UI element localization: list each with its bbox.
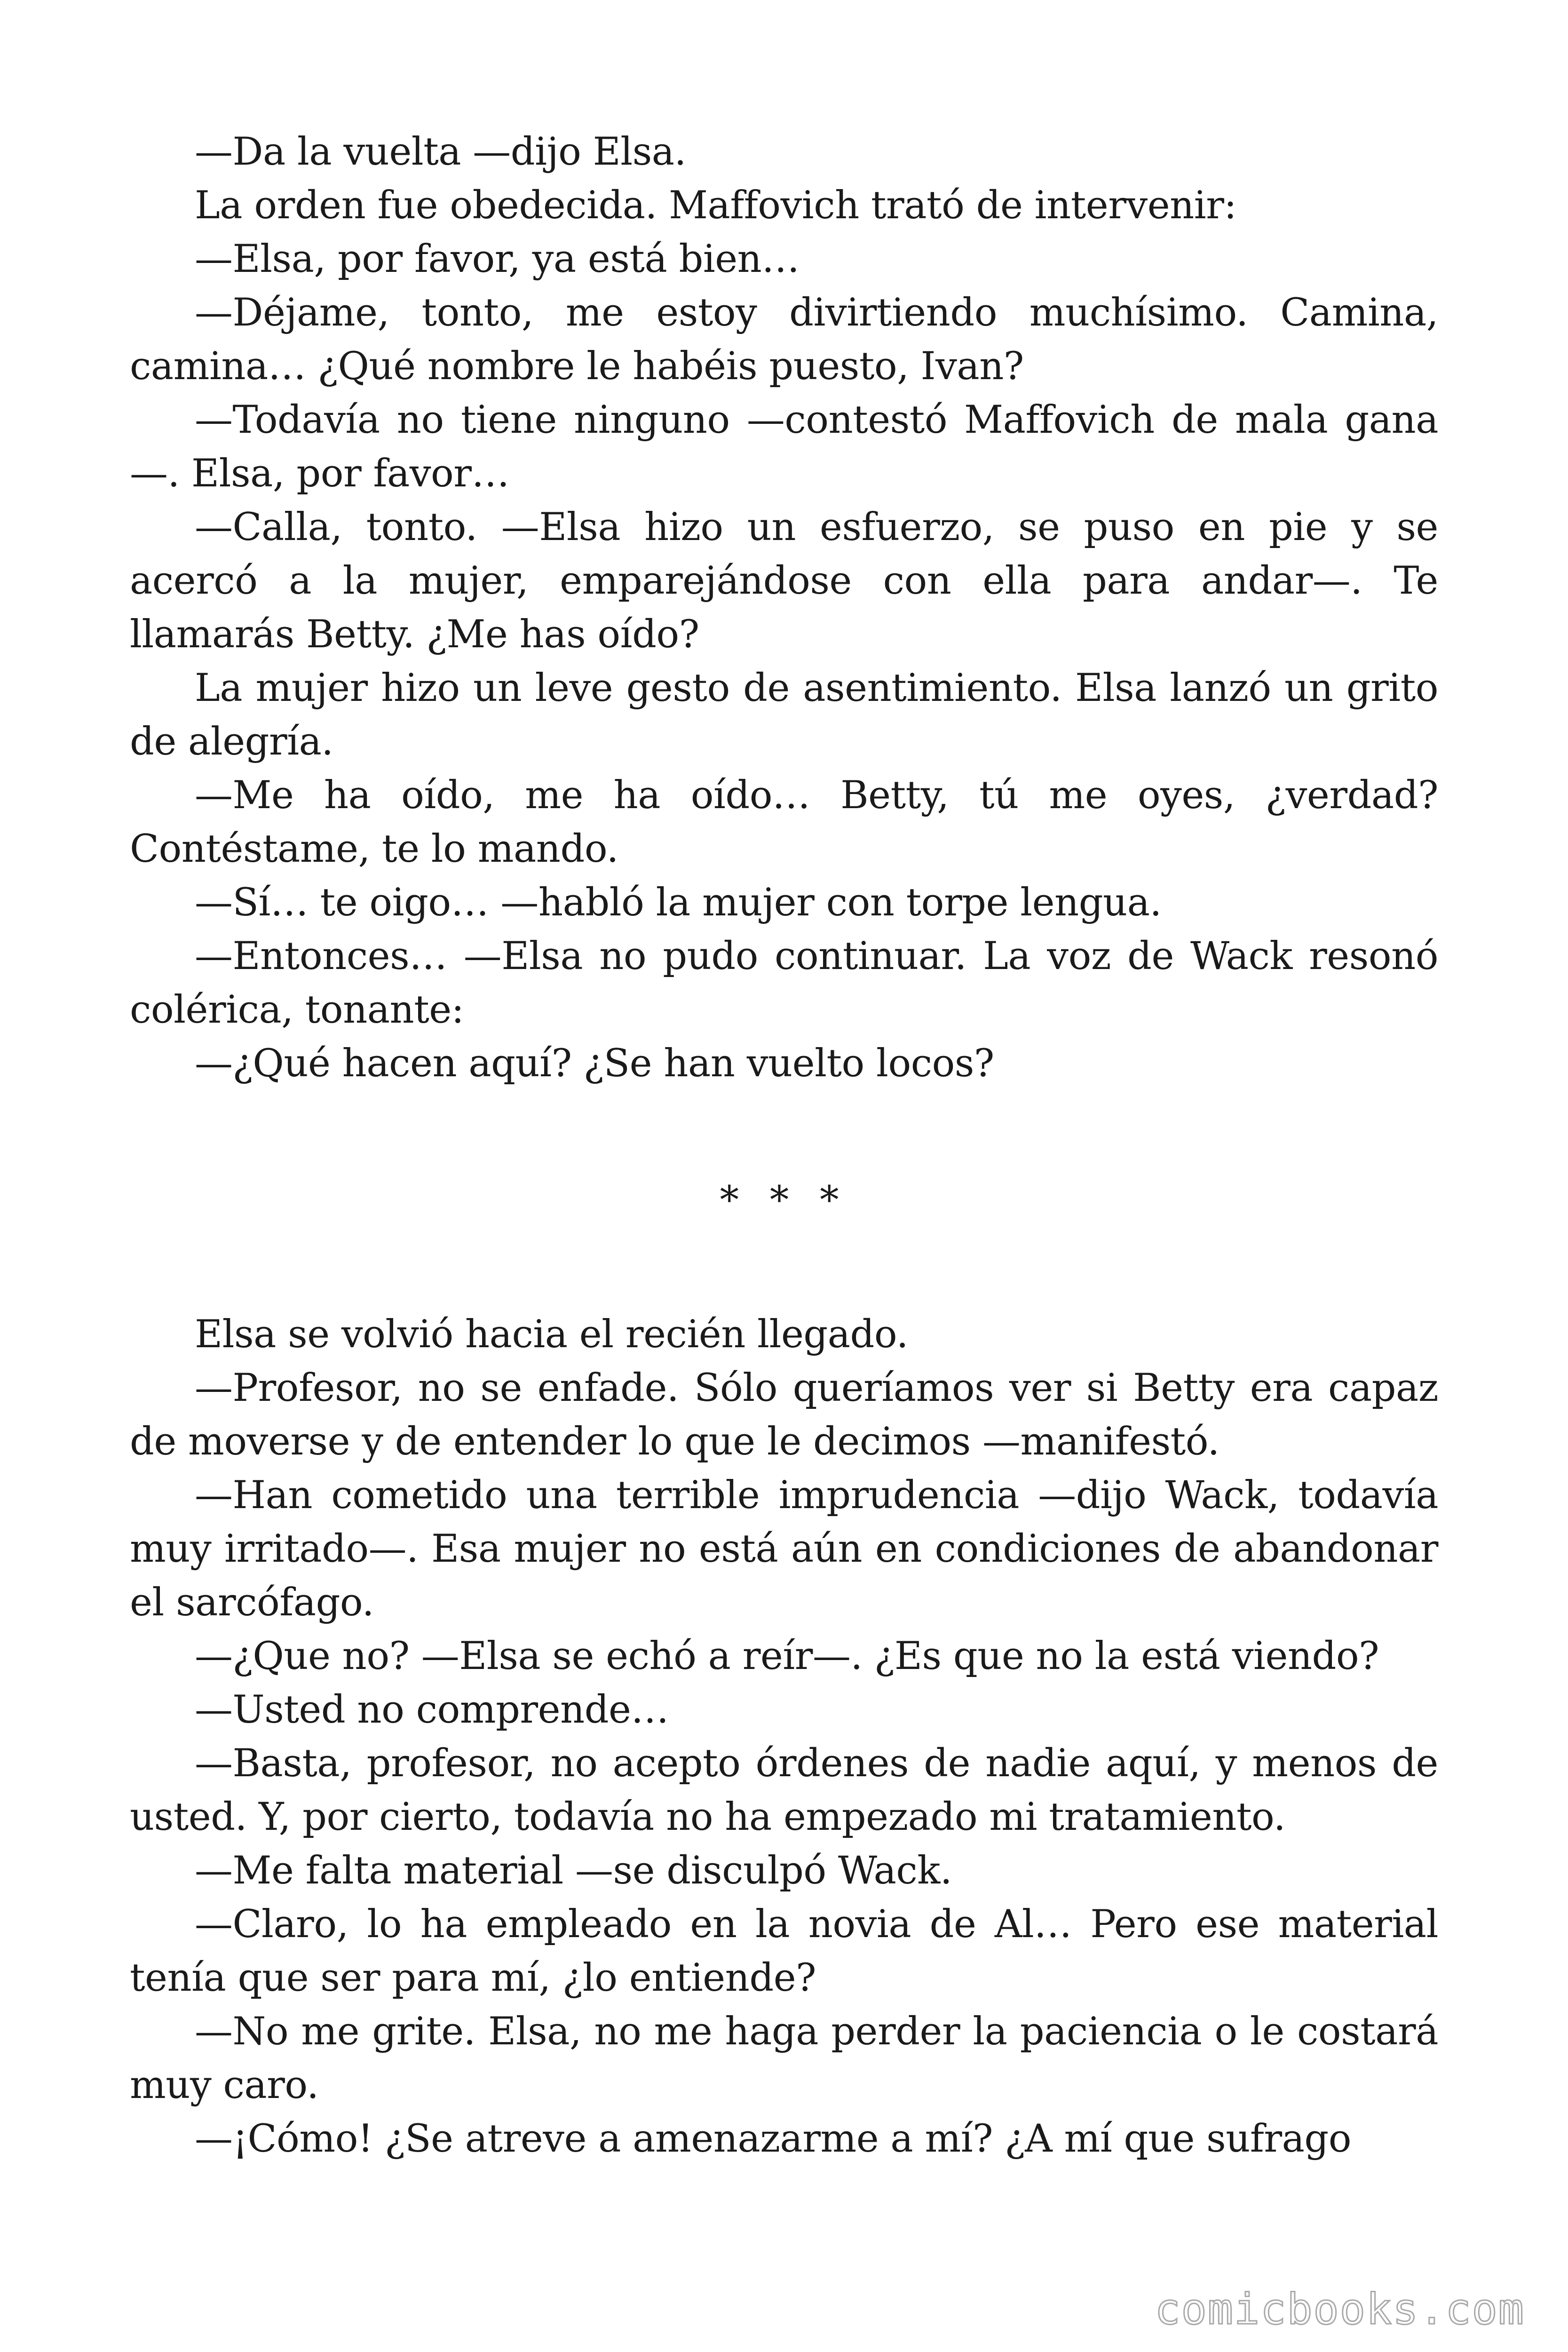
paragraph: —Profesor, no se enfade. Sólo queríamos ver si Betty era capaz de moverse y de entender lo que le decimos —manifestó. xyxy=(130,1366,1438,1464)
paragraph: La orden fue obedecida. Maffovich trató de intervenir: xyxy=(195,183,1237,228)
watermark-logo: comicbooks.com xyxy=(1155,2285,1525,2334)
paragraph: —Me falta material —se disculpó Wack. xyxy=(195,1849,952,1893)
paragraph: —¿Que no? —Elsa se echó a reír—. ¿Es que no la está viendo? xyxy=(195,1634,1379,1678)
paragraph: —Elsa, por favor, ya está bien… xyxy=(195,237,800,281)
paragraph: Elsa se volvió hacia el recién llegado. xyxy=(195,1312,908,1357)
paragraph: —Da la vuelta —dijo Elsa. xyxy=(195,130,686,174)
paragraph: —Sí… te oigo… —habló la mujer con torpe lengua. xyxy=(195,881,1162,925)
paragraph: —¿Qué hacen aquí? ¿Se han vuelto locos? xyxy=(195,1041,994,1086)
text-section-two xyxy=(130,1308,1438,2166)
paragraph: —Calla, tonto. —Elsa hizo un esfuerzo, se puso en pie y se acercó a la mujer, emparejándose con ella para andar—. Te llamarás Betty. ¿Me has oído? xyxy=(130,505,1438,657)
paragraph: —Han cometido una terrible imprudencia —dijo Wack, todavía muy irritado—. Esa mujer no está aún en condiciones de abandonar el sarcófago. xyxy=(130,1473,1438,1625)
paragraph: —Claro, lo ha empleado en la novia de Al… Pero ese material tenía que ser para mí, ¿lo entiende? xyxy=(130,1902,1438,2000)
paragraph: La mujer hizo un leve gesto de asentimiento. Elsa lanzó un grito de alegría. xyxy=(130,666,1438,764)
paragraph: —¡Cómo! ¿Se atreve a amenazarme a mí? ¿A mí que sufrago xyxy=(195,2117,1352,2161)
paragraph: —Usted no comprende… xyxy=(195,1688,669,1732)
paragraph: —Basta, profesor, no acepto órdenes de nadie aquí, y menos de usted. Y, por cierto, todavía no ha empezado mi tratamiento. xyxy=(130,1741,1438,1839)
paragraph: —Entonces… —Elsa no pudo continuar. La voz de Wack resonó colérica, tonante: xyxy=(130,934,1438,1032)
paragraph: —Déjame, tonto, me estoy divirtiendo muchísimo. Camina, camina… ¿Qué nombre le habéis puesto, Ivan? xyxy=(130,291,1438,389)
paragraph: —No me grite. Elsa, no me haga perder la paciencia o le costará muy caro. xyxy=(130,2010,1438,2107)
section-separator: * * * xyxy=(720,1178,848,1223)
paragraph: —Todavía no tiene ninguno —contestó Maffovich de mala gana —. Elsa, por favor… xyxy=(130,398,1438,496)
paragraph: —Me ha oído, me ha oído… Betty, tú me oyes, ¿verdad? Contéstame, te lo mando. xyxy=(130,773,1438,871)
text-section-one xyxy=(130,125,1438,1090)
